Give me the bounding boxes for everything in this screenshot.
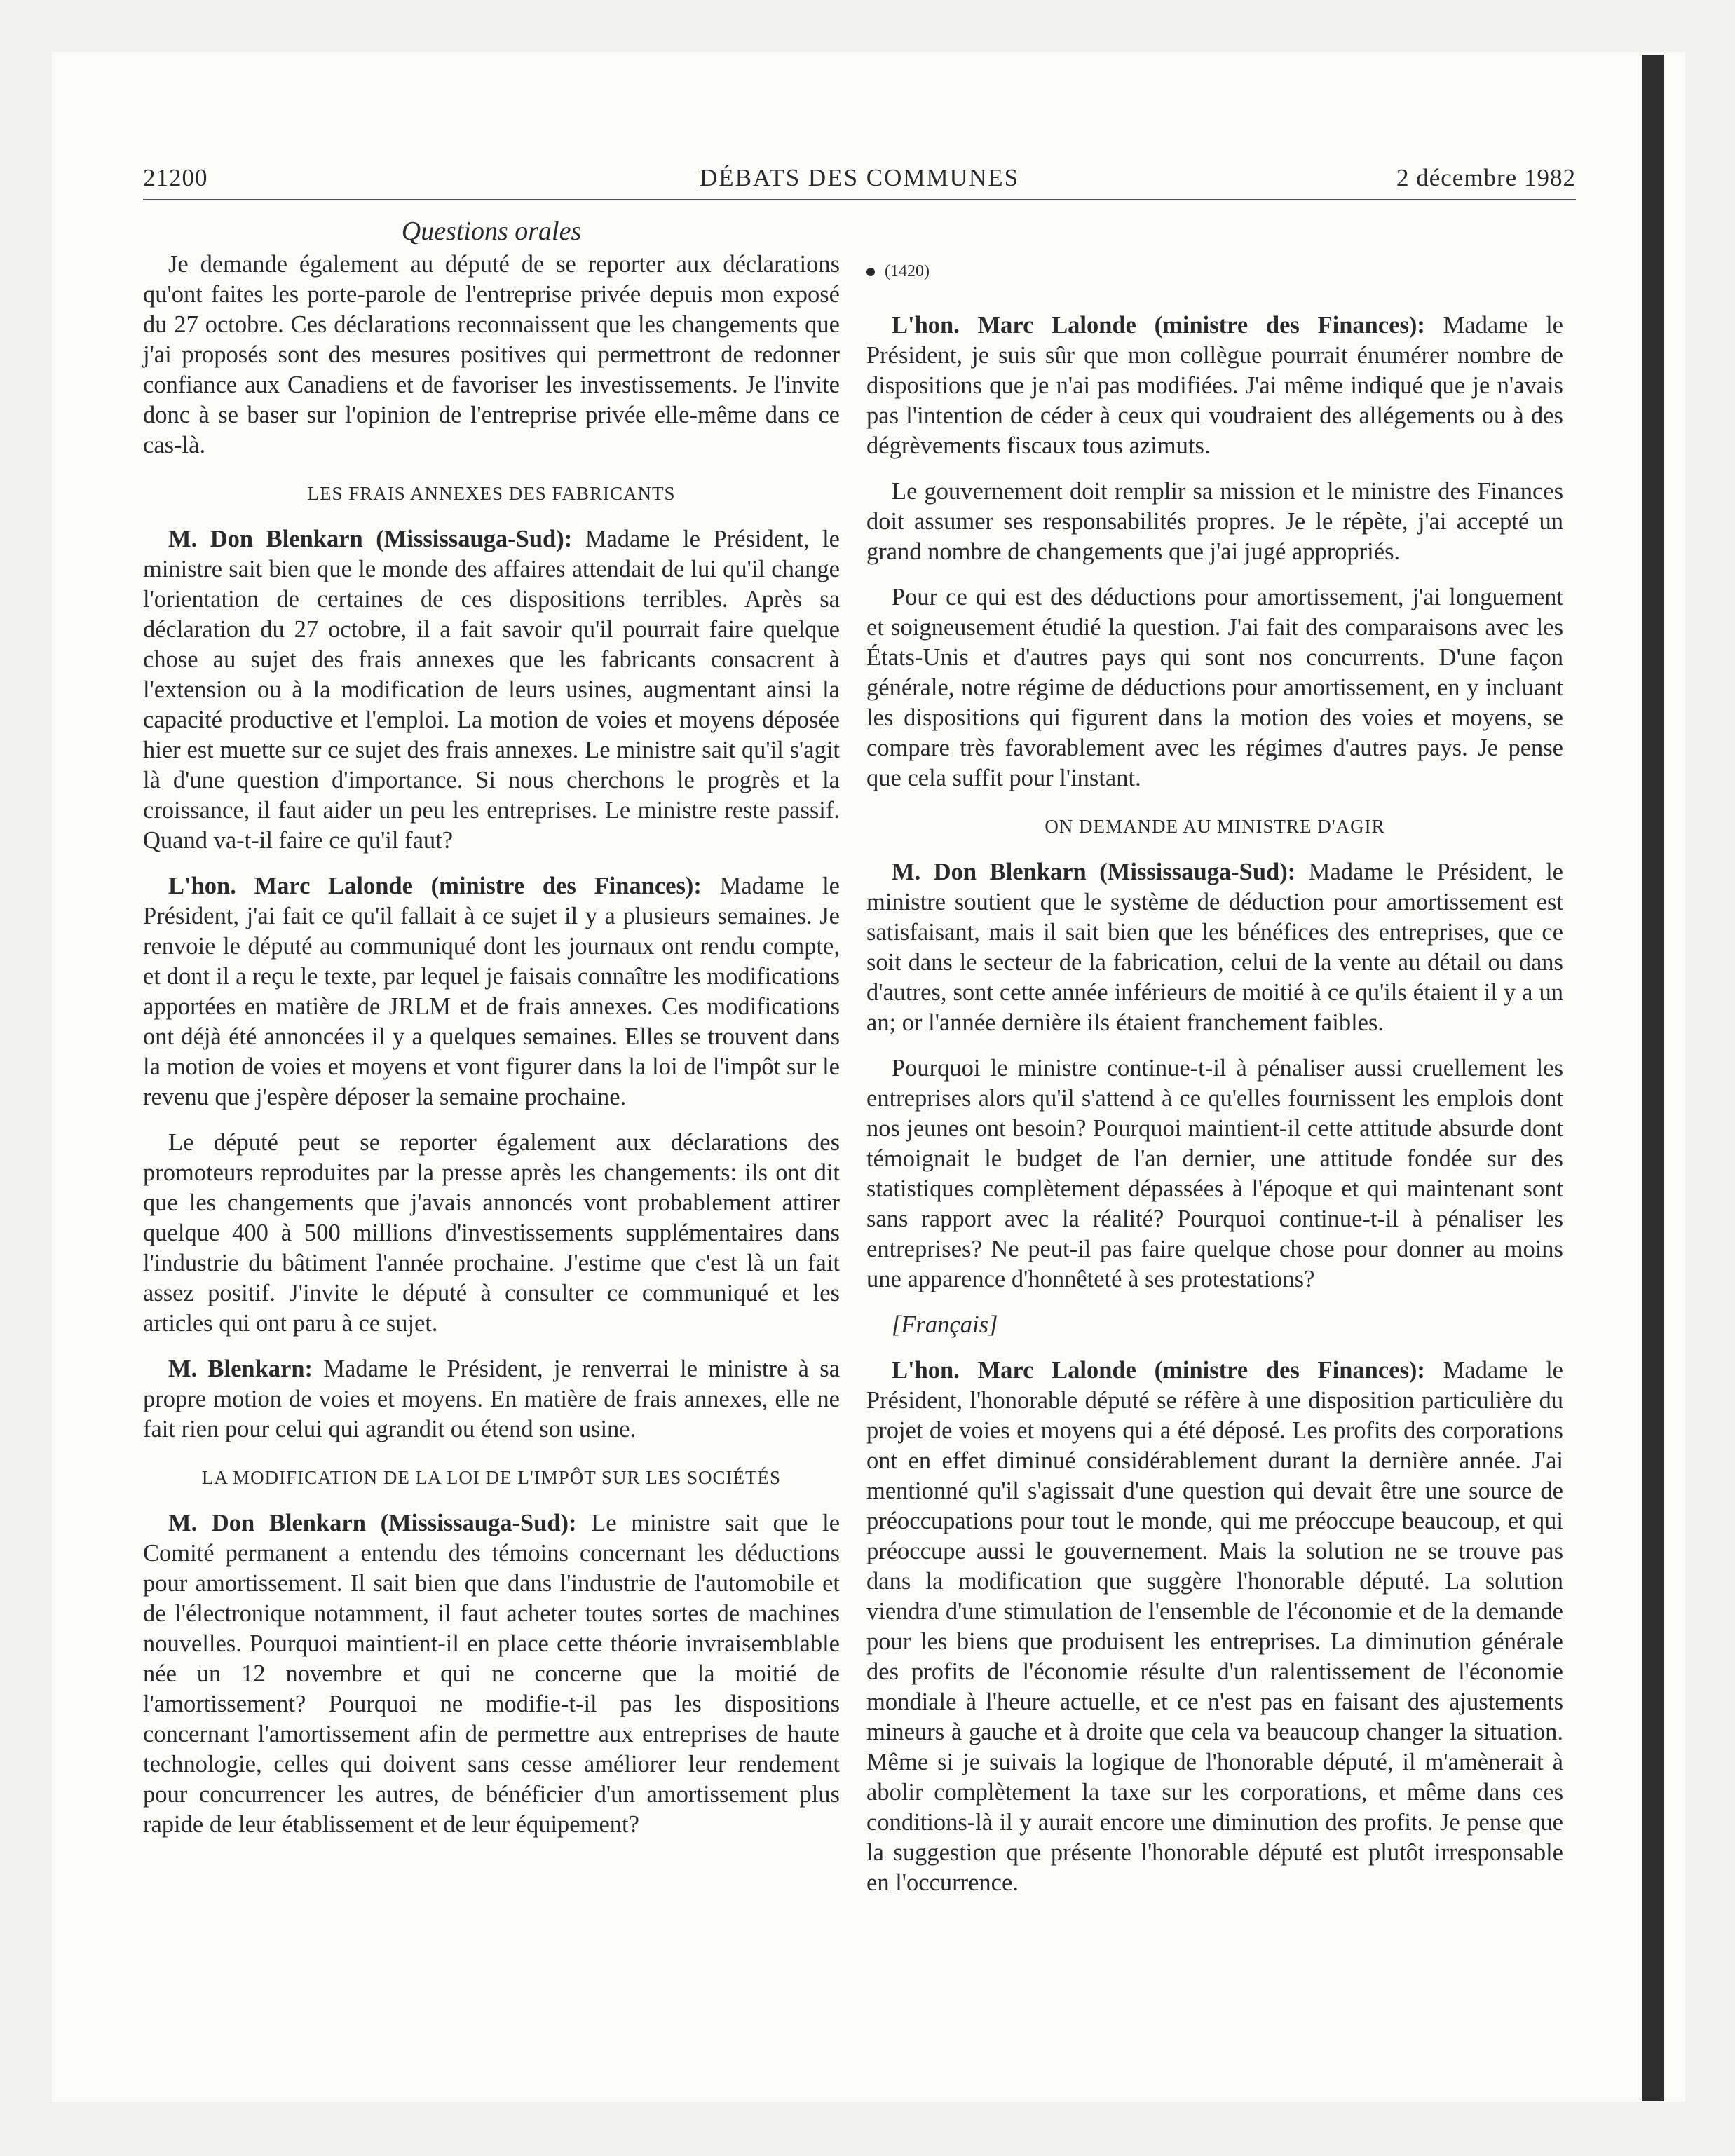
speech-text: Madame le Président, le ministre soutient que le système de déduction pour amortissement est satisfaisant, mais il sait bien que les bénéfices des entreprises, que ce soit dans le secteur de la fabrication, celui de la vente au détail ou dans d'autres, sont cette année inférieurs de moitié à ce qu'ils étaient il y a un an; or l'année dernière ils étaient franchement faibles. bbox=[866, 859, 1563, 1036]
speaker-name: L'hon. Marc Lalonde (ministre des Finances): bbox=[892, 1357, 1425, 1384]
paragraph bbox=[866, 1356, 1563, 1898]
page-header bbox=[143, 164, 1576, 200]
paragraph bbox=[866, 311, 1563, 461]
speaker-name: M. Don Blenkarn (Mississauga-Sud): bbox=[168, 526, 573, 552]
paragraph bbox=[866, 857, 1563, 1038]
speech-text: Madame le Président, je suis sûr que mon collègue pourrait énumérer nombre de dispositions que je n'ai pas modifiées. J'ai même indiqué que je n'avais pas l'intention de céder à ceux qui voudraient des allégements ou à des dégrèvements fiscaux tous azimuts. bbox=[866, 312, 1563, 459]
paragraph: Je demande également au député de se reporter aux déclarations qu'ont faites les porte-parole de l'entreprise privée depuis mon exposé du 27 octobre. Ces déclarations reconnaissent que les changements que j'ai proposés sont des mesures positives qui permettront de redonner confiance aux Canadiens et de favoriser les investissements. Je l'invite donc à se baser sur l'opinion de l'entreprise privée elle-même dans ce cas-là. bbox=[143, 251, 840, 458]
timestamp bbox=[866, 257, 1563, 287]
left-column bbox=[143, 250, 840, 1855]
page-number: 21200 bbox=[143, 164, 208, 191]
section-title: Questions orales bbox=[401, 217, 582, 246]
page-date: 2 décembre 1982 bbox=[1396, 164, 1576, 191]
speaker-name: L'hon. Marc Lalonde (ministre des Finances): bbox=[892, 312, 1425, 339]
timestamp-text: (1420) bbox=[885, 262, 930, 280]
subheading: LES FRAIS ANNEXES DES FABRICANTS bbox=[307, 483, 676, 504]
paragraph bbox=[143, 524, 840, 856]
speech-text: Madame le Président, le ministre sait bien que le monde des affaires attendait de lui qu'il change l'orientation de certaines de ces dispositions terribles. Après sa déclaration du 27 octobre, il a fait savoir qu'il pourrait faire quelque chose au sujet des frais annexes que les fabricants consacrent à l'extension ou à la modification de leurs usines, augmentant ainsi la capacité productive et l'emploi. La motion de voies et moyens déposée hier est muette sur ce sujet des frais annexes. Le ministre sait qu'il s'agit là d'une question d'importance. Si nous cherchons le progrès et la croissance, il faut aider un peu les entreprises. Le ministre reste passif. Quand va-t-il faire ce qu'il faut? bbox=[143, 526, 840, 854]
speech-text: Madame le Président, je renverrai le ministre à sa propre motion de voies et moyens. En matière de frais annexes, elle ne fait rien pour celui qui agrandit ou étend son usine. bbox=[143, 1356, 841, 1442]
paragraph bbox=[143, 1354, 840, 1445]
language-marker: [Français] bbox=[892, 1311, 998, 1338]
speaker-name: M. Blenkarn: bbox=[168, 1356, 313, 1382]
subheading: LA MODIFICATION DE LA LOI DE L'IMPÔT SUR LES SOCIÉTÉS bbox=[201, 1467, 782, 1488]
speech-text: Madame le Président, l'honorable député se réfère à une disposition particulière du projet de voies et moyens qui a été déposé. Les profits des corporations ont en effet diminué considérablement durant la dernière année. J'ai mentionné qu'il s'agissait d'une question qui devait être une source de préoccupations pour tout le monde, qui me préoccupe beaucoup, et qui préoccupe aussi le gouvernement. Mais la solution ne se trouve pas dans la modification que suggère l'honorable député. La solution viendra d'une stimulation de l'ensemble de l'économie et de la demande pour les biens que produisent les entreprises. La diminution générale des profits de l'économie résulte d'un ralentissement de l'économie mondiale à l'heure actuelle, et ce n'est pas en faisant des ajustements mineurs à gauche et à droite que cela va beaucoup changer la situation. Même si je suivais la logique de l'honorable député, il m'amènerait à abolir complètement la taxe sur les corporations, et même dans ces conditions-là il y aurait encore une diminution des profits. Je pense que la suggestion que présente l'honorable député est plutôt irresponsable en l'occurrence. bbox=[866, 1357, 1563, 1896]
right-column bbox=[866, 250, 1563, 1913]
speaker-name: L'hon. Marc Lalonde (ministre des Finances): bbox=[168, 873, 702, 899]
paragraph: Pourquoi le ministre continue-t-il à pénaliser aussi cruellement les entreprises alors qu'il s'attend à ce qu'elles fournissent les emplois dont nos jeunes ont besoin? Pourquoi maintient-il cette attitude absurde dont témoignait le budget de l'an dernier, une attitude fondée sur des statistiques complètement dépassées à l'époque et qui maintenant sont sans rapport avec la réalité? Pourquoi continue-t-il à pénaliser les entreprises? Ne peut-il pas faire quelque chose pour donner au moins une apparence d'honnêteté à ses protestations? bbox=[866, 1055, 1563, 1292]
bullet-icon bbox=[866, 268, 875, 276]
speech-text: Le ministre sait que le Comité permanent a entendu des témoins concernant les déductions pour amortissement. Il sait bien que dans l'industrie de l'automobile et de l'électronique notamment, il faut acheter toutes sortes de machines nouvelles. Pourquoi maintient-il en place cette théorie invraisemblable née un 12 novembre et qui ne concerne que la moitié de l'amortissement? Pourquoi ne modifie-t-il pas les dispositions concernant l'amortissement afin de permettre aux entreprises de haute technologie, celles qui doivent sans cesse améliorer leur rendement pour concurrencer les autres, de bénéficier d'un amortissement plus rapide de leur établissement et de leur équipement? bbox=[143, 1510, 841, 1838]
scan-edge-bar bbox=[1642, 55, 1664, 2101]
speaker-name: M. Don Blenkarn (Mississauga-Sud): bbox=[168, 1510, 577, 1536]
subheading: ON DEMANDE AU MINISTRE D'AGIR bbox=[1045, 816, 1385, 837]
speaker-name: M. Don Blenkarn (Mississauga-Sud): bbox=[892, 859, 1296, 885]
paragraph bbox=[143, 871, 840, 1112]
paragraph bbox=[143, 1508, 840, 1840]
paragraph: Le gouvernement doit remplir sa mission et le ministre des Finances doit assumer ses responsabilités propres. Je le répète, j'ai accepté un grand nombre de changements que j'ai jugé appropriés. bbox=[866, 478, 1563, 565]
speech-text: Madame le Président, j'ai fait ce qu'il fallait à ce sujet il y a plusieurs semaines. Je renvoie le député au communiqué dont les journaux ont rendu compte, et dont il a reçu le texte, par lequel je faisais connaître les modifications apportées en matière de JRLM et de frais annexes. Ces modifications ont déjà été annoncées il y a quelques semaines. Elles se trouvent dans la motion de voies et moyens et vont figurer dans la loi de l'impôt sur le revenu que j'espère déposer la semaine prochaine. bbox=[143, 873, 840, 1110]
paragraph: Le député peut se reporter également aux déclarations des promoteurs reproduites par la presse après les changements: ils ont dit que les changements que j'avais annoncés vont probablement attirer quelque 400 à 500 millions d'investissements supplémentaires dans l'industrie du bâtiment l'année prochaine. J'estime que c'est là un fait assez positif. J'invite le député à consulter ce communiqué et les articles qui ont paru à ce sujet. bbox=[143, 1129, 840, 1337]
publication-title: DÉBATS DES COMMUNES bbox=[699, 164, 1020, 191]
paragraph: Pour ce qui est des déductions pour amortissement, j'ai longuement et soigneusement étudié la question. J'ai fait des comparaisons avec les États-Unis et d'autres pays qui sont nos concurrents. D'une façon générale, notre régime de déductions pour amortissement, en y incluant les dispositions qui figurent dans la motion des voies et moyens, se compare très favorablement avec les régimes d'autres pays. Je pense que cela suffit pour l'instant. bbox=[866, 584, 1563, 791]
